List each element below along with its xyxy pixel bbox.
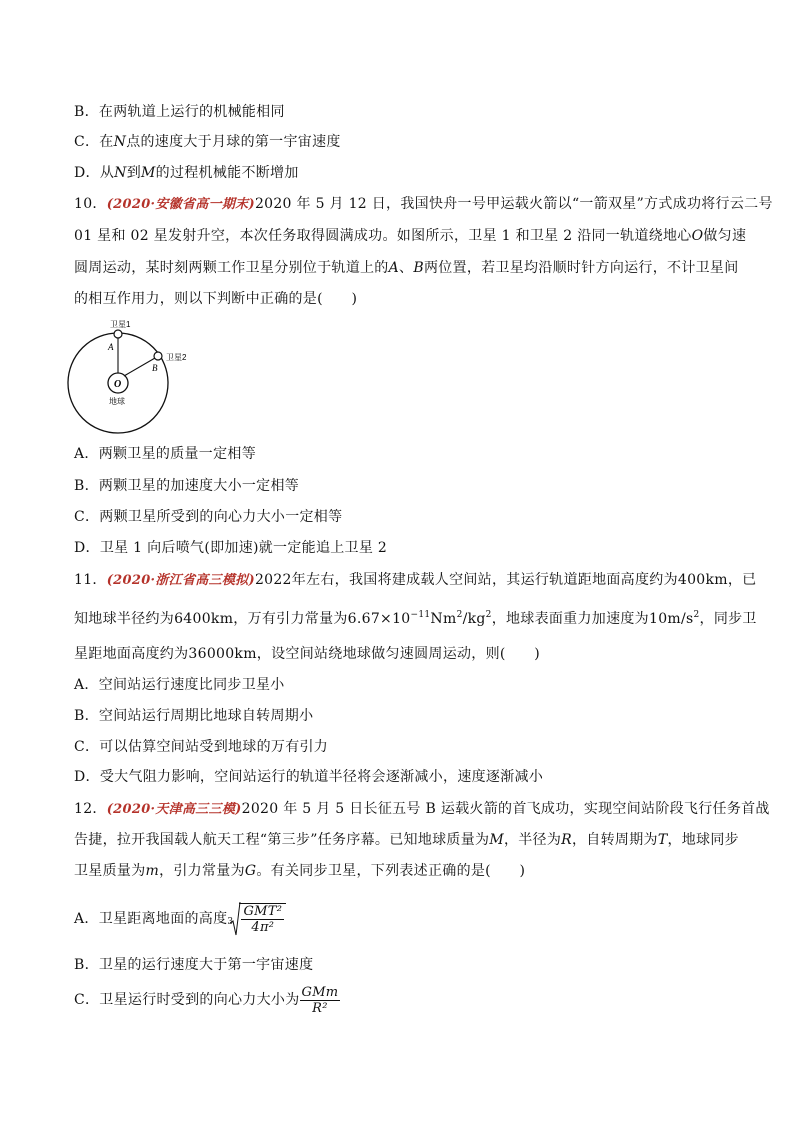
- q9-option-b: B．在两轨道上运行的机械能相同: [74, 104, 285, 120]
- q11-option-c: C．可以估算空间站受到地球的万有引力: [74, 739, 329, 755]
- q10-option-a: A．两颗卫星的质量一定相等: [74, 446, 257, 462]
- q10-stem-line2: 01 星和 02 星发射升空，本次任务取得圆满成功。如图所示，卫星 1 和卫星 2 沿同一轨道绕地心O做匀速: [74, 228, 747, 244]
- q11-stem-line2: 知地球半径约为6400km，万有引力常量为$6.67\times 10^{-11}Nm^2/kg^2$，地球表面重力加速度为$10m/s^2$，同步卫: [74, 610, 757, 627]
- q12-option-a: A．卫星距离地面的高度 3 $\frac{\text{GMT²}}{\text{4π²}}$: [74, 896, 286, 942]
- q10-stem-line1: 10．(2020·安徽省高一期末)2020 年 5 月 12 日，我国快舟一号甲运载火箭以“一箭双星”方式成功将行云二号: [74, 196, 773, 212]
- question-source: (2020·安徽省高一期末): [106, 197, 255, 212]
- q11-stem-line3: 星距地面高度约为36000km，设空间站绕地球做匀速圆周运动，则( ): [74, 646, 541, 662]
- q12-option-b: B．卫星的运行速度大于第一宇宙速度: [74, 957, 314, 973]
- label-o: O: [114, 379, 122, 390]
- q12-stem-line1: 12．(2020·天津高三三模)2020 年 5 月 5 日长征五号 B 运载火箭的首飞成功，实现空间站阶段飞行任务首战: [74, 801, 770, 817]
- q9-option-d: D．从N到M的过程机械能不断增加: [74, 165, 299, 181]
- q11-option-a: A．空间站运行速度比同步卫星小: [74, 677, 285, 693]
- q10-option-c: C．两颗卫星所受到的向心力大小一定相等: [74, 509, 343, 525]
- q10-stem-line4: 的相互作用力，则以下判断中正确的是( ): [74, 291, 358, 307]
- label-b: B: [152, 363, 158, 373]
- q11-option-d: D．受大气阻力影响，空间站运行的轨道半径将会逐渐减小，速度逐渐减小: [74, 769, 544, 785]
- satellite-2: [154, 352, 162, 360]
- q9-option-c: C．在N点的速度大于月球的第一宇宙速度: [74, 134, 341, 150]
- satellite-1: [114, 330, 122, 338]
- label-satellite-2: 卫星2: [166, 353, 187, 362]
- question-source: (2020·浙江省高三模拟): [106, 573, 255, 588]
- label-satellite-1: 卫星1: [110, 320, 131, 329]
- q12-stem-line3: 卫星质量为m，引力常量为G。有关同步卫星，下列表述正确的是( ): [74, 863, 526, 879]
- label-earth: 地球: [109, 397, 125, 406]
- q11-option-b: B．空间站运行周期比地球自转周期小: [74, 708, 314, 724]
- label-a: A: [108, 342, 114, 352]
- question-number: 11．: [74, 572, 107, 588]
- question-source: (2020·天津高三三模): [106, 802, 242, 817]
- cube-root: 3 $\frac{\text{GMT²}}{\text{4π²}}$: [227, 896, 286, 942]
- question-number: 10．: [74, 196, 107, 212]
- q12-stem-line2: 告捷，拉开我国载人航天工程“第三步”任务序幕。已知地球质量为M，半径为R，自转周期为T，地球同步: [74, 832, 739, 848]
- q10-stem-line3: 圆周运动，某时刻两颗工作卫星分别位于轨道上的A、B两位置，若卫星均沿顺时针方向运行，不计卫星间: [74, 260, 739, 276]
- q10-option-d: D．卫星 1 向后喷气(即加速)就一定能追上卫星 2: [74, 540, 388, 556]
- root-fraction: $\frac{\text{GMT²}}{\text{4π²}}$: [239, 903, 286, 935]
- q12-option-c: C．卫星运行时受到的向心力大小为 $\frac{\text{GMm}}{\text{R²}}$: [74, 984, 339, 1016]
- q11-stem-line1: 11．(2020·浙江省高三模拟)2022年左右，我国将建成载人空间站，其运行轨道距地面高度约为400km，已: [74, 572, 757, 588]
- radius-to-b: [124, 358, 155, 376]
- force-fraction: $\frac{\text{GMm}}{\text{R²}}$: [301, 984, 339, 1016]
- orbit-diagram: [66, 318, 187, 430]
- orbit-svg: [66, 318, 187, 430]
- q10-option-b: B．两颗卫星的加速度大小一定相等: [74, 478, 300, 494]
- question-number: 12．: [74, 801, 107, 817]
